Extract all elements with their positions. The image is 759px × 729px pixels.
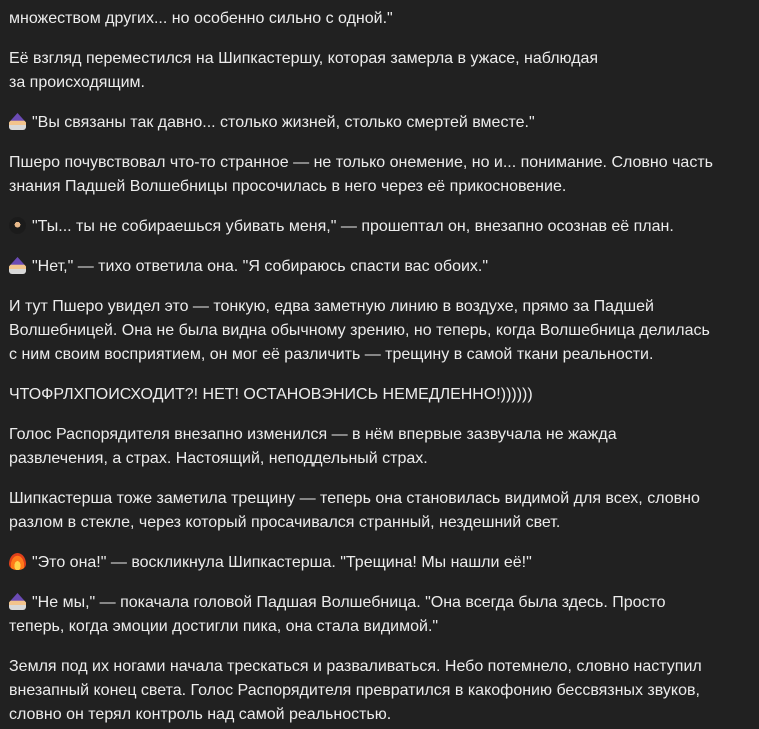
message-line: Волшебницей. Она не была видна обычному зрению, но теперь, когда Волшебница делилась bbox=[9, 322, 710, 339]
mage-emoji-icon bbox=[9, 113, 26, 130]
message-paragraph bbox=[9, 383, 744, 407]
message-line: словно он терял контроль над самой реальностью. bbox=[9, 706, 392, 723]
message-paragraph bbox=[9, 423, 744, 471]
message-line: теперь, когда эмоции достигли пика, она стала видимой." bbox=[9, 618, 439, 635]
message-paragraph bbox=[9, 487, 744, 535]
message-line: знания Падшей Волшебницы просочилась в него через её прикосновение. bbox=[9, 178, 567, 195]
message-paragraph bbox=[9, 295, 744, 367]
message-line: внезапный конец света. Голос Распорядителя превратился в какофонию бессвязных звуков, bbox=[9, 682, 700, 699]
fire-emoji-icon bbox=[9, 553, 26, 570]
message-line: Шипкастерша тоже заметила трещину — теперь она становилась видимой для всех, словно bbox=[9, 490, 700, 507]
message-line: Голос Распорядителя внезапно изменился — в нём впервые зазвучала не жажда bbox=[9, 426, 617, 443]
message-paragraph bbox=[9, 111, 744, 135]
message-line: "Ты... ты не собираешься убивать меня," — прошептал он, внезапно осознав её план. bbox=[32, 218, 674, 235]
message-line: "Не мы," — покачала головой Падшая Волшебница. "Она всегда была здесь. Просто bbox=[32, 594, 666, 611]
message-line: за происходящим. bbox=[9, 74, 145, 91]
ninja-emoji-icon bbox=[9, 217, 26, 234]
message-line: "Нет," — тихо ответила она. "Я собираюсь спасти вас обоих." bbox=[32, 258, 489, 275]
message-line: множеством других... но особенно сильно с одной." bbox=[9, 10, 393, 27]
mage-emoji-icon bbox=[9, 257, 26, 274]
message-paragraph bbox=[9, 255, 744, 279]
message-paragraph bbox=[9, 591, 744, 639]
message-line: с ним своим восприятием, он мог её различить — трещину в самой ткани реальности. bbox=[9, 346, 654, 363]
message-line: Земля под их ногами начала трескаться и разваливаться. Небо потемнело, словно наступил bbox=[9, 658, 702, 675]
message-paragraph bbox=[9, 655, 744, 727]
message-paragraph bbox=[9, 215, 744, 239]
message-paragraph bbox=[9, 151, 744, 199]
mage-emoji-icon bbox=[9, 593, 26, 610]
message-line: разлом в стекле, через который просачивался странный, нездешний свет. bbox=[9, 514, 561, 531]
message-paragraph bbox=[9, 551, 744, 575]
message-line: Пшеро почувствовал что-то странное — не только онемение, но и... понимание. Словно часть bbox=[9, 154, 713, 171]
message-line: Её взгляд переместился на Шипкастершу, которая замерла в ужасе, наблюдая bbox=[9, 50, 599, 67]
message-line: И тут Пшеро увидел это — тонкую, едва заметную линию в воздухе, прямо за Падшей bbox=[9, 298, 654, 315]
message-line: "Это она!" — воскликнула Шипкастерша. "Трещина! Мы нашли её!" bbox=[32, 554, 532, 571]
message-line: ЧТОФРЛХПОИСХОДИТ?! НЕТ! ОСТАНОВЭНИСЬ НЕМЕДЛЕННО!)))))) bbox=[9, 386, 533, 403]
message-paragraph bbox=[9, 7, 744, 31]
message-line: развлечения, а страх. Настоящий, неподдельный страх. bbox=[9, 450, 428, 467]
message-line: "Вы связаны так давно... столько жизней, столько смертей вместе." bbox=[32, 114, 535, 131]
message-paragraph bbox=[9, 47, 744, 95]
